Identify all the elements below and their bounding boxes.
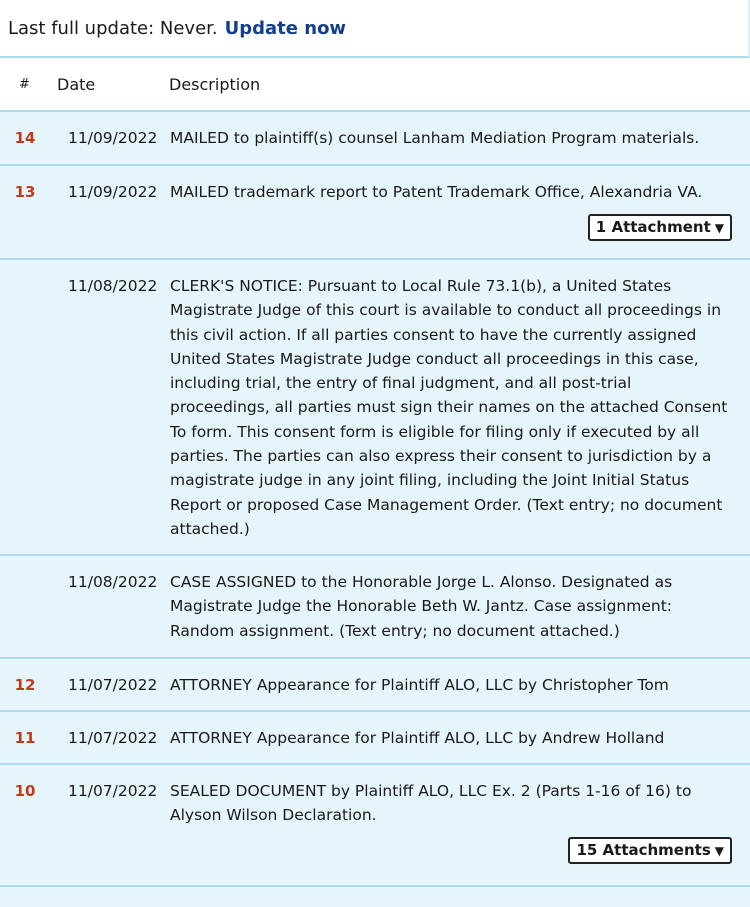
entry-description: MAILED trademark report to Patent Trademark Office, Alexandria VA. xyxy=(170,183,703,201)
docket-entry-row xyxy=(0,112,750,166)
entry-date: 11/07/2022 xyxy=(68,782,158,800)
docket-entry-row xyxy=(0,556,750,659)
attachments-count-label: 1 Attachment xyxy=(595,218,711,237)
entry-description: CLERK'S NOTICE: Pursuant to Local Rule 73.1(b), a United States Magistrate Judge of this court is available to conduct all proceedings in this civil action. If all parties consent to have the currently assigned United States Magistrate Judge conduct all proceedings in this case, including trial, the entry of final judgment, and all post-trial proceedings, all parties must sign their names on the attached Consent To form. This consent form is eligible for filing only if executed by all parties. The parties can also express their consent to jurisdiction by a magistrate judge in any joint filing, including the Joint Initial Status Report or proposed Case Management Order. (Text entry; no document attached.) xyxy=(170,277,728,538)
caret-down-icon: ▼ xyxy=(714,843,724,858)
update-now-link[interactable]: Update now xyxy=(224,17,347,39)
docket-entry-row xyxy=(0,765,750,887)
entry-number[interactable]: 13 xyxy=(14,183,36,201)
entry-date: 11/07/2022 xyxy=(68,729,158,747)
entry-description: MAILED to plaintiff(s) counsel Lanham Mediation Program materials. xyxy=(170,129,700,147)
entry-date: 11/08/2022 xyxy=(68,573,158,591)
update-status-bar xyxy=(0,0,750,58)
entry-description: SEALED DOCUMENT by Plaintiff ALO, LLC Ex. 2 (Parts 1-16 of 16) to Alyson Wilson Declaration. xyxy=(170,782,692,825)
header-number: # xyxy=(19,76,30,92)
docket-table-header xyxy=(0,58,750,112)
entry-date: 11/07/2022 xyxy=(68,676,158,694)
entry-number[interactable]: 12 xyxy=(14,676,36,694)
docket-entries xyxy=(0,112,750,907)
entry-number[interactable]: 14 xyxy=(14,129,36,147)
header-description: Description xyxy=(169,74,261,94)
attachments-dropdown-button[interactable] xyxy=(588,214,732,241)
docket-entry-row xyxy=(0,712,750,765)
entry-description: ATTORNEY Appearance for Plaintiff ALO, LLC by Christopher Tom xyxy=(170,676,669,694)
attachments-count-label: 15 Attachments xyxy=(576,840,711,859)
docket-entry-row xyxy=(0,659,750,712)
docket-entry-row-partial xyxy=(0,887,750,907)
entry-date: 11/09/2022 xyxy=(68,129,158,147)
caret-down-icon: ▼ xyxy=(714,221,724,236)
entry-number[interactable]: 10 xyxy=(14,782,36,800)
attachments-dropdown-button[interactable] xyxy=(568,837,732,864)
entry-date: 11/08/2022 xyxy=(68,277,158,295)
last-update-label: Last full update: Never. xyxy=(8,17,218,39)
entry-date: 11/09/2022 xyxy=(68,183,158,201)
entry-description: ATTORNEY Appearance for Plaintiff ALO, LLC by Andrew Holland xyxy=(170,729,665,747)
entry-number[interactable]: 11 xyxy=(14,729,36,747)
docket-entry-row xyxy=(0,166,750,260)
docket-entry-row xyxy=(0,260,750,556)
header-date: Date xyxy=(57,74,96,94)
entry-description: CASE ASSIGNED to the Honorable Jorge L. Alonso. Designated as Magistrate Judge the Honorable Beth W. Jantz. Case assignment: Random assignment. (Text entry; no document attached.) xyxy=(170,573,673,640)
